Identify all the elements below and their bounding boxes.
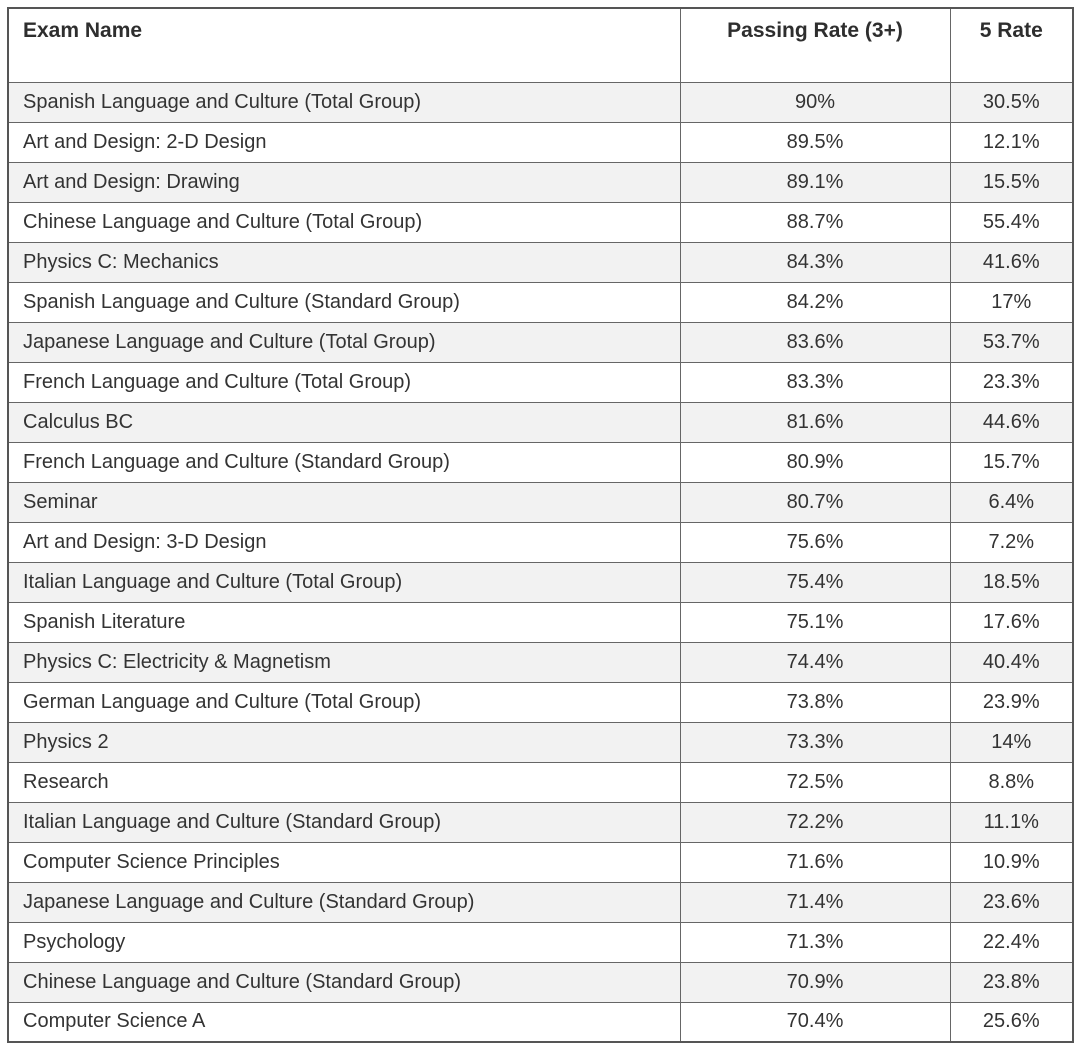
table-row	[8, 562, 1073, 602]
exam-name-cell: Seminar	[8, 482, 680, 522]
table-row	[8, 642, 1073, 682]
five-rate-cell: 6.4%	[950, 482, 1073, 522]
table-row	[8, 162, 1073, 202]
passing-rate-cell: 75.1%	[680, 602, 950, 642]
table-row	[8, 402, 1073, 442]
table-row	[8, 362, 1073, 402]
table-row	[8, 282, 1073, 322]
exam-name-cell: French Language and Culture (Total Group)	[8, 362, 680, 402]
five-rate-cell: 18.5%	[950, 562, 1073, 602]
table-row	[8, 482, 1073, 522]
table-row	[8, 882, 1073, 922]
passing-rate-cell: 71.3%	[680, 922, 950, 962]
exam-name-cell: Physics C: Mechanics	[8, 242, 680, 282]
exam-name-cell: Japanese Language and Culture (Standard Group)	[8, 882, 680, 922]
table-row	[8, 242, 1073, 282]
exam-name-cell: Spanish Literature	[8, 602, 680, 642]
passing-rate-cell: 71.6%	[680, 842, 950, 882]
passing-rate-cell: 83.6%	[680, 322, 950, 362]
exam-name-cell: French Language and Culture (Standard Group)	[8, 442, 680, 482]
passing-rate-cell: 90%	[680, 82, 950, 122]
table-row	[8, 762, 1073, 802]
table-header	[8, 8, 1073, 82]
table-row	[8, 602, 1073, 642]
table-row	[8, 722, 1073, 762]
five-rate-cell: 23.3%	[950, 362, 1073, 402]
passing-rate-cell: 70.4%	[680, 1002, 950, 1042]
five-rate-cell: 23.8%	[950, 962, 1073, 1002]
passing-rate-cell: 89.5%	[680, 122, 950, 162]
five-rate-cell: 15.7%	[950, 442, 1073, 482]
exam-name-cell: German Language and Culture (Total Group)	[8, 682, 680, 722]
passing-rate-cell: 80.9%	[680, 442, 950, 482]
passing-rate-cell: 75.6%	[680, 522, 950, 562]
passing-rate-cell: 74.4%	[680, 642, 950, 682]
five-rate-cell: 41.6%	[950, 242, 1073, 282]
exam-name-cell: Research	[8, 762, 680, 802]
passing-rate-cell: 75.4%	[680, 562, 950, 602]
passing-rate-cell: 89.1%	[680, 162, 950, 202]
five-rate-cell: 23.6%	[950, 882, 1073, 922]
table-row	[8, 842, 1073, 882]
column-header-5-rate: 5 Rate	[950, 8, 1073, 82]
five-rate-cell: 8.8%	[950, 762, 1073, 802]
exam-name-cell: Psychology	[8, 922, 680, 962]
passing-rate-cell: 73.3%	[680, 722, 950, 762]
exam-name-cell: Italian Language and Culture (Standard Group)	[8, 802, 680, 842]
five-rate-cell: 53.7%	[950, 322, 1073, 362]
table-row	[8, 202, 1073, 242]
table-row	[8, 442, 1073, 482]
exam-name-cell: Spanish Language and Culture (Standard Group)	[8, 282, 680, 322]
passing-rate-cell: 83.3%	[680, 362, 950, 402]
passing-rate-cell: 70.9%	[680, 962, 950, 1002]
exam-name-cell: Art and Design: 2-D Design	[8, 122, 680, 162]
passing-rate-cell: 72.2%	[680, 802, 950, 842]
table-row	[8, 522, 1073, 562]
table-row	[8, 122, 1073, 162]
passing-rate-cell: 71.4%	[680, 882, 950, 922]
column-header-exam-name: Exam Name	[8, 8, 680, 82]
five-rate-cell: 12.1%	[950, 122, 1073, 162]
passing-rate-cell: 84.3%	[680, 242, 950, 282]
exam-name-cell: Calculus BC	[8, 402, 680, 442]
exam-name-cell: Chinese Language and Culture (Total Group)	[8, 202, 680, 242]
five-rate-cell: 23.9%	[950, 682, 1073, 722]
five-rate-cell: 30.5%	[950, 82, 1073, 122]
five-rate-cell: 55.4%	[950, 202, 1073, 242]
table-row	[8, 682, 1073, 722]
passing-rate-cell: 81.6%	[680, 402, 950, 442]
five-rate-cell: 17%	[950, 282, 1073, 322]
exam-name-cell: Spanish Language and Culture (Total Group)	[8, 82, 680, 122]
table-row	[8, 802, 1073, 842]
exam-table-body	[8, 82, 1073, 1042]
exam-name-cell: Italian Language and Culture (Total Group)	[8, 562, 680, 602]
five-rate-cell: 15.5%	[950, 162, 1073, 202]
five-rate-cell: 25.6%	[950, 1002, 1073, 1042]
five-rate-cell: 17.6%	[950, 602, 1073, 642]
five-rate-cell: 10.9%	[950, 842, 1073, 882]
five-rate-cell: 11.1%	[950, 802, 1073, 842]
five-rate-cell: 14%	[950, 722, 1073, 762]
exam-name-cell: Art and Design: 3-D Design	[8, 522, 680, 562]
passing-rate-cell: 84.2%	[680, 282, 950, 322]
five-rate-cell: 40.4%	[950, 642, 1073, 682]
exam-rates-table	[7, 7, 1074, 1043]
passing-rate-cell: 88.7%	[680, 202, 950, 242]
exam-name-cell: Chinese Language and Culture (Standard Group)	[8, 962, 680, 1002]
table-row	[8, 922, 1073, 962]
passing-rate-cell: 73.8%	[680, 682, 950, 722]
exam-name-cell: Japanese Language and Culture (Total Group)	[8, 322, 680, 362]
exam-name-cell: Physics C: Electricity & Magnetism	[8, 642, 680, 682]
passing-rate-cell: 80.7%	[680, 482, 950, 522]
exam-name-cell: Physics 2	[8, 722, 680, 762]
table-row	[8, 82, 1073, 122]
five-rate-cell: 7.2%	[950, 522, 1073, 562]
column-header-passing-rate: Passing Rate (3+)	[680, 8, 950, 82]
exam-name-cell: Art and Design: Drawing	[8, 162, 680, 202]
table-row	[8, 1002, 1073, 1042]
exam-name-cell: Computer Science Principles	[8, 842, 680, 882]
passing-rate-cell: 72.5%	[680, 762, 950, 802]
header-row	[8, 8, 1073, 82]
exam-name-cell: Computer Science A	[8, 1002, 680, 1042]
five-rate-cell: 44.6%	[950, 402, 1073, 442]
five-rate-cell: 22.4%	[950, 922, 1073, 962]
table-row	[8, 322, 1073, 362]
table-row	[8, 962, 1073, 1002]
